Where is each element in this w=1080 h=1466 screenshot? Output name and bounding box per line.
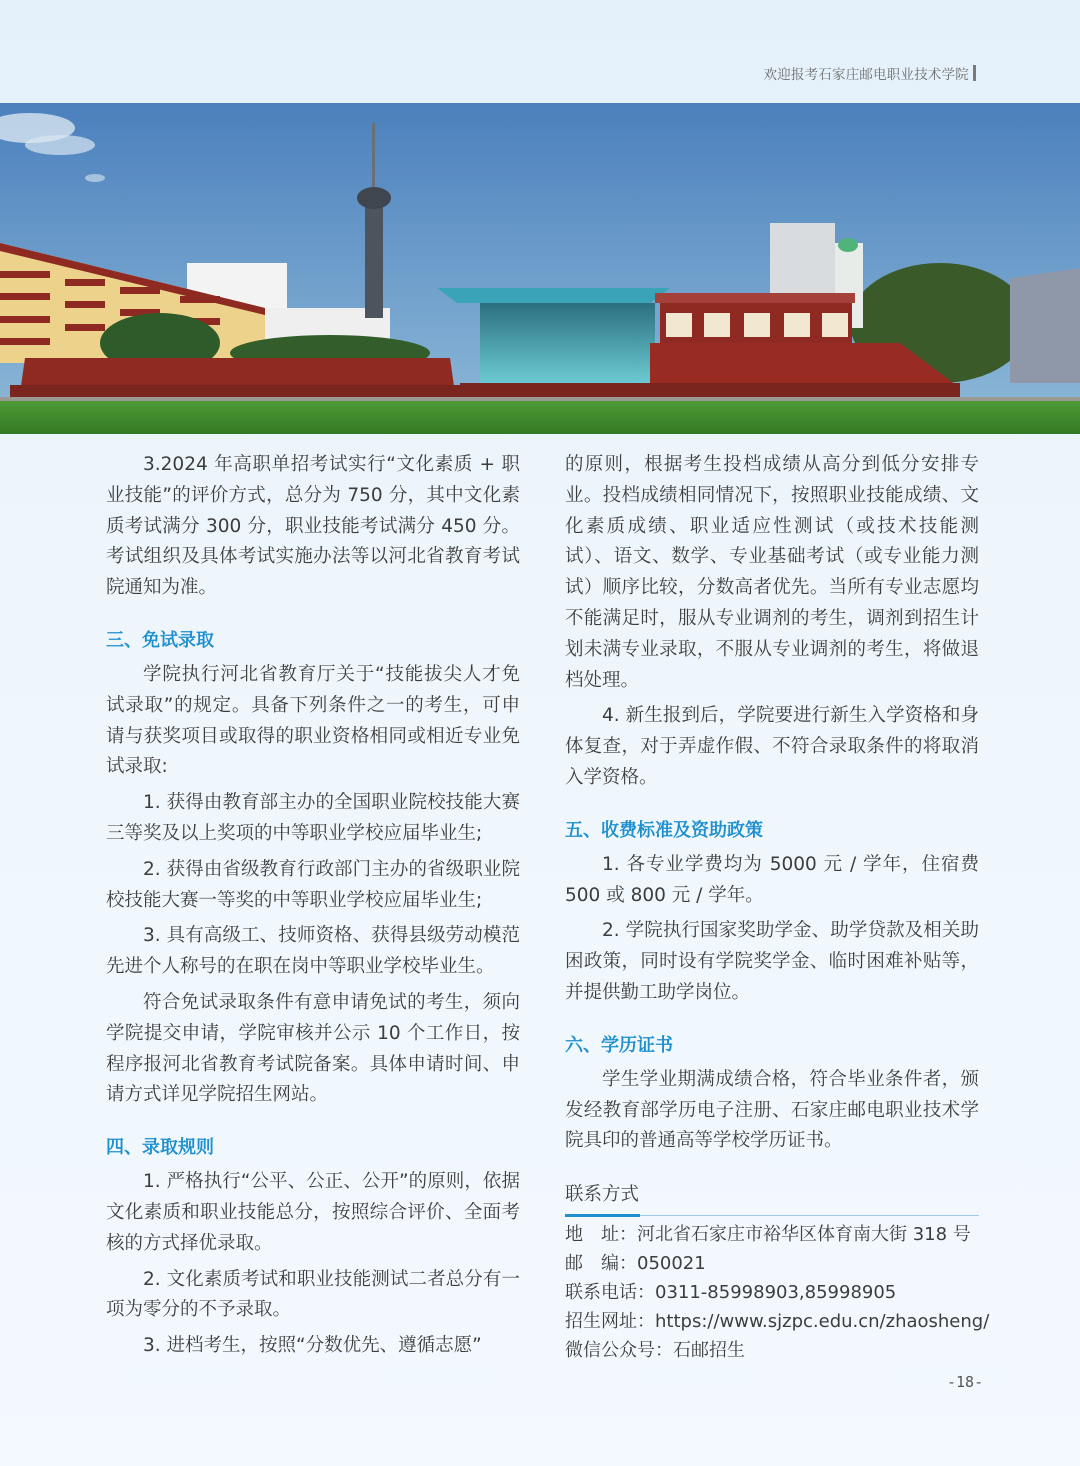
contact-wechat-value: 石邮招生 — [673, 1340, 745, 1362]
diploma-body: 学生学业期满成绩合格，符合毕业条件者，颁发经教育部学历电子注册、石家庄邮电职业技术学院具印的普通高等学校学历证书。 — [565, 1068, 979, 1152]
fees-item-2: 2. 学院执行国家奖助学金、助学贷款及相关助困政策，同时设有学院奖学金、临时困难补贴等，并提供勤工助学岗位。 — [565, 920, 979, 1003]
contact-website — [565, 1307, 990, 1336]
section-title-admission-rules: 四、录取规则 — [106, 1137, 214, 1159]
fees-item-1: 1. 各专业学费均为 5000 元 / 学年，住宿费 500 或 800 元 / 学年。 — [565, 853, 979, 906]
section-title-diploma: 六、学历证书 — [565, 1034, 673, 1056]
section-title-exemption: 三、免试录取 — [106, 629, 214, 651]
exemption-item-2: 2. 获得由省级教育行政部门主办的省级职业院校技能大赛一等奖的中等职业学校应届毕业生; — [106, 858, 520, 911]
exemption-item-3: 3. 具有高级工、技师资格、获得县级劳动模范先进个人称号的在职在岗中等职业学校毕业生。 — [106, 925, 520, 978]
admission-rule-2: 2. 文化素质考试和职业技能测试二者总分有一项为零分的不予录取。 — [106, 1268, 520, 1321]
admission-rule-4: 4. 新生报到后，学院要进行新生入学资格和身体复查，对于弄虚作假、不符合录取条件的将取消入学资格。 — [565, 705, 979, 788]
contact-website-label: 招生网址： — [565, 1311, 655, 1333]
campus-photo — [0, 103, 1080, 434]
contact-address-value: 河北省石家庄市裕华区体育南大街 318 号 — [637, 1224, 971, 1246]
page-number: -18- — [947, 1373, 984, 1391]
contact-postcode-value: 050021 — [637, 1253, 706, 1275]
contact-postcode — [565, 1249, 979, 1278]
contact-postcode-label: 邮 编： — [565, 1253, 637, 1275]
contact-phone-label: 联系电话： — [565, 1282, 655, 1304]
contact-address — [565, 1220, 979, 1249]
contact-info — [565, 1181, 990, 1365]
admission-rule-3-start: 3. 进档考生，按照“分数优先、遵循志愿” — [143, 1335, 482, 1357]
header-bar-divider — [973, 65, 976, 81]
running-header-title: 欢迎报考石家庄邮电职业技术学院 — [763, 67, 969, 83]
admission-rule-1: 1. 严格执行“公平、公正、公开”的原则，依据文化素质和职业技能总分，按照综合评价、全面考核的方式择优录取。 — [106, 1171, 520, 1254]
exam-format-paragraph: 3.2024 年高职单招考试实行“文化素质 + 职业技能”的评价方式，总分为 750 分，其中文化素质考试满分 300 分，职业技能考试满分 450 分。考试组织及具体考试实施办法等以河北省教育考试院通知为准。 — [106, 454, 520, 599]
contact-phone-value: 0311-85998903,85998905 — [655, 1282, 897, 1304]
contact-address-label: 地 址： — [565, 1224, 637, 1246]
right-column — [565, 450, 990, 1365]
contact-title: 联系方式 — [565, 1181, 979, 1216]
contact-wechat — [565, 1336, 979, 1365]
contact-wechat-label: 微信公众号： — [565, 1340, 673, 1362]
admission-rule-3-continued: 的原则，根据考生投档成绩从高分到低分安排专业。投档成绩相同情况下，按照职业技能成绩、文化素质成绩、职业适应性测试（或技术技能测试）、语文、数学、专业基础考试（或专业能力测试）顺序比较，分数高者优先。当所有专业志愿均不能满足时，服从专业调剂的考生，调剂到招生计划未满专业录取，不服从专业调剂的考生，将做退档处理。 — [565, 454, 979, 691]
contact-phone — [565, 1278, 979, 1307]
exemption-closing: 符合免试录取条件有意申请免试的考生，须向学院提交申请，学院审核并公示 10 个工作日，按程序报河北省教育考试院备案。具体申请时间、申请方式详见学院招生网站。 — [106, 991, 520, 1106]
left-column — [106, 450, 520, 1362]
exemption-intro: 学院执行河北省教育厅关于“技能拔尖人才免试录取”的规定。具备下列条件之一的考生，可申请与获奖项目或取得的职业资格相同或相近专业免试录取: — [106, 663, 520, 778]
section-title-fees-aid: 五、收费标准及资助政策 — [565, 819, 763, 841]
exemption-item-1: 1. 获得由教育部主办的全国职业院校技能大赛三等奖及以上奖项的中等职业学校应届毕业生; — [106, 792, 520, 844]
contact-website-link[interactable]: https://www.sjzpc.edu.cn/zhaosheng/ — [655, 1311, 990, 1333]
running-header — [764, 63, 977, 83]
